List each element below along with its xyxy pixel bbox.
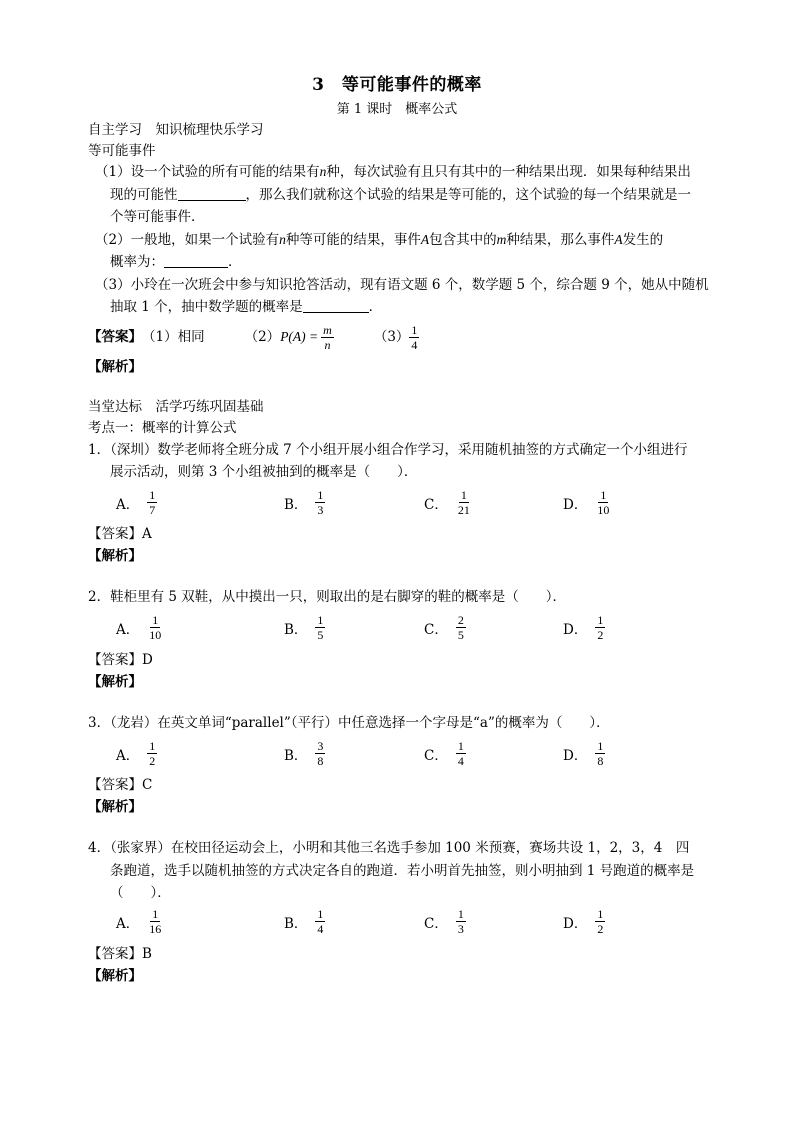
q3-answer: 【答案】C bbox=[88, 777, 153, 793]
item1-line3: 个等可能事件． bbox=[110, 209, 205, 225]
question-4-line1: 4．（张家界）在校田径运动会上，小明和其他三名选手参加 100 米预赛，赛场共设 1，2，3，4 四 bbox=[88, 840, 690, 856]
item3-line2: 抽取 1 个，抽中数学题的概率是 ． bbox=[110, 299, 383, 315]
q4-option-c: C． $\frac{1}{3}$ bbox=[424, 907, 464, 936]
q1-analysis: 【解析】 bbox=[88, 548, 142, 564]
item2-line2: 概率为： ． bbox=[110, 254, 242, 270]
item3-line1: （3）小玲在一次班会中参与知识抢答活动，现有语文题 6 个，数学题 5 个，综合题 9 个，她从中随机 bbox=[95, 277, 709, 293]
topic-heading: 等可能事件 bbox=[88, 143, 156, 159]
question-2-line1: 2．鞋柜里有 5 双鞋，从中摸出一只，则取出的是右脚穿的鞋的概率是（ ）． bbox=[88, 589, 567, 605]
q1-option-c: C． $\frac{1}{21}$ bbox=[424, 488, 470, 517]
page-title: 3 等可能事件的概率 bbox=[312, 75, 482, 95]
q2-option-a: A． $\frac{1}{10}$ bbox=[116, 613, 162, 642]
item1-line2: 现的可能性 ，那么我们就称这个试验的结果是等可能的，这个试验的每一个结果就是一 bbox=[110, 187, 691, 203]
section-heading-practice: 当堂达标 活学巧练巩固基础 bbox=[88, 399, 264, 415]
q3-analysis: 【解析】 bbox=[88, 799, 142, 815]
q1-option-d: D． $\frac{1}{10}$ bbox=[563, 488, 610, 517]
q3-option-c: C． $\frac{1}{4}$ bbox=[424, 739, 464, 768]
kaodian-heading: 考点一：概率的计算公式 bbox=[88, 420, 237, 436]
question-1-line2: 展示活动，则第 3 个小组被抽到的概率是（ ）． bbox=[110, 464, 418, 480]
q4-option-a: A． $\frac{1}{16}$ bbox=[116, 907, 162, 936]
q4-analysis: 【解析】 bbox=[88, 968, 142, 984]
q2-option-c: C． $\frac{2}{5}$ bbox=[424, 613, 464, 642]
q4-option-d: D． $\frac{1}{2}$ bbox=[563, 907, 604, 936]
question-3-line1: 3．（龙岩）在英文单词“parallel”（平行）中任意选择一个字母是“a”的概率为（ ）． bbox=[88, 715, 610, 731]
question-4-line2: 条跑道，选手以随机抽签的方式决定各自的跑道．若小明首先抽签，则小明抽到 1 号跑道的概率是 bbox=[110, 863, 695, 879]
answer-row-section1: 【答案】 （1）相同 （2） P(A) = $\frac{m}{n}$ （3） $\frac{1}{4}$ bbox=[88, 322, 418, 352]
fraction: $\frac{1}{4}$ bbox=[411, 322, 418, 352]
question-4-line3: （ ）． bbox=[110, 885, 171, 901]
q3-option-b: B． $\frac{3}{8}$ bbox=[284, 739, 324, 768]
q4-answer: 【答案】B bbox=[88, 946, 152, 962]
q1-answer: 【答案】A bbox=[88, 526, 152, 542]
q3-option-a: A． $\frac{1}{2}$ bbox=[116, 739, 156, 768]
page-subtitle: 第 1 课时 概率公式 bbox=[336, 102, 458, 117]
q3-option-d: D． $\frac{1}{8}$ bbox=[563, 739, 604, 768]
item1-line1: （1）设一个试验的所有可能的结果有n种，每次试验有且只有其中的一种结果出现．如果每种结果出 bbox=[95, 164, 691, 180]
fill-blank bbox=[164, 253, 228, 268]
q2-answer: 【答案】D bbox=[88, 652, 153, 668]
question-1-line1: 1．（深圳）数学老师将全班分成 7 个小组开展小组合作学习，采用随机抽签的方式确定一个小组进行 bbox=[88, 442, 688, 458]
q1-option-a: A． $\frac{1}{7}$ bbox=[116, 488, 156, 517]
q2-analysis: 【解析】 bbox=[88, 674, 142, 690]
item2-line1: （2）一般地，如果一个试验有n种等可能的结果，事件A包含其中的m种结果，那么事件A发生的 bbox=[95, 232, 664, 248]
fill-blank bbox=[178, 186, 246, 201]
fill-blank bbox=[303, 298, 369, 313]
fraction: $\frac{m}{n}$ bbox=[323, 322, 332, 352]
analysis-label: 【解析】 bbox=[88, 359, 142, 375]
q2-option-d: D． $\frac{1}{2}$ bbox=[563, 613, 604, 642]
q1-option-b: B． $\frac{1}{3}$ bbox=[284, 488, 324, 517]
section-heading-self-study: 自主学习 知识梳理快乐学习 bbox=[88, 122, 264, 138]
q2-option-b: B． $\frac{1}{5}$ bbox=[284, 613, 324, 642]
q4-option-b: B． $\frac{1}{4}$ bbox=[284, 907, 324, 936]
